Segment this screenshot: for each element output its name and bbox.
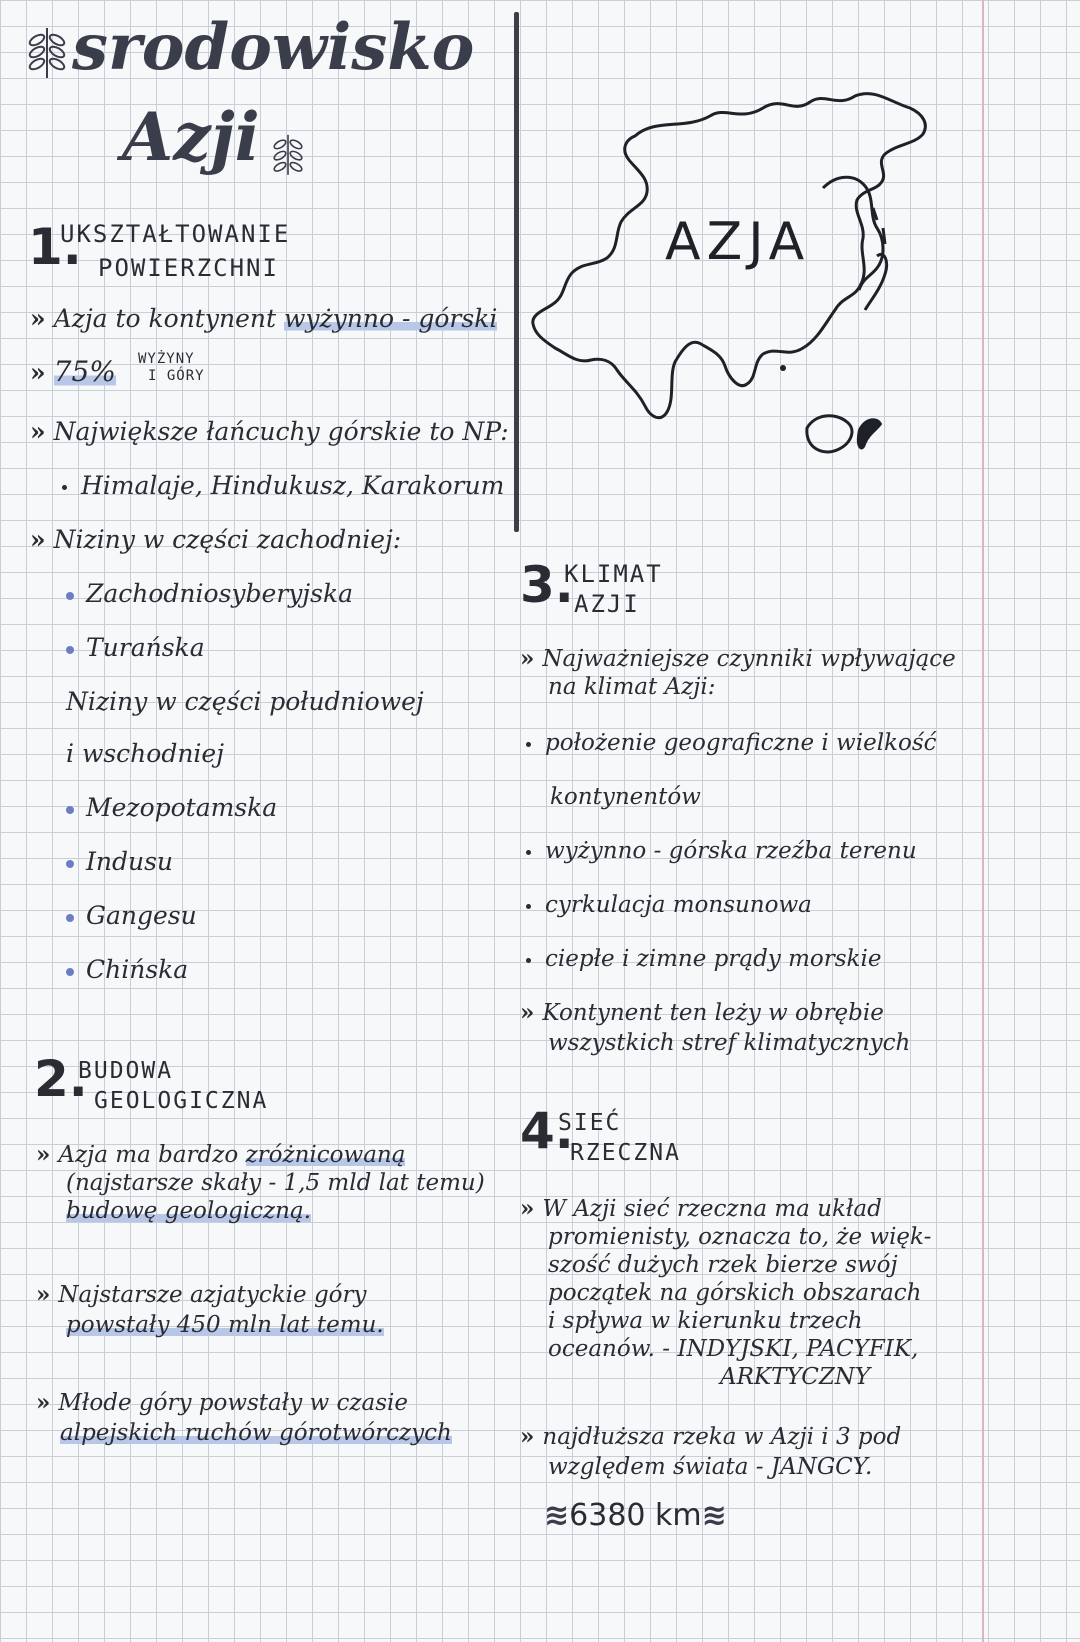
column-divider xyxy=(514,12,519,532)
section2-p1-line2: (najstarsze skały - 1,5 mld lat temu) xyxy=(66,1170,485,1196)
section1-item4: » Niziny w części zachodniej: xyxy=(30,525,402,554)
section2-p2-line1: » Najstarsze azjatyckie góry xyxy=(36,1281,367,1308)
section3-intro-line2: na klimat Azji: xyxy=(548,674,716,700)
section2-p3-line2: alpejskich ruchów górotwórczych xyxy=(60,1420,452,1446)
section4-p1-line4: początek na górskich obszarach xyxy=(548,1280,922,1306)
lowland-south-east-item: Gangesu xyxy=(66,902,197,931)
section4-p1-line5: i spływa w kierunku trzech xyxy=(548,1308,863,1334)
section2-p1-line1: » Azja ma bardzo zróżnicowaną xyxy=(36,1141,406,1168)
section1-item2-sub1: WYŻYNY xyxy=(138,351,195,367)
section2-p1-line3: budowę geologiczną. xyxy=(66,1198,312,1224)
section3-outro-line2: wszystkich stref klimatycznych xyxy=(548,1030,911,1056)
section4-p2-line1: » najdłuższa rzeka w Azji i 3 pod xyxy=(520,1423,902,1450)
section1-item2: » 75% xyxy=(30,355,116,388)
section1-heading-line2: POWIERZCHNI xyxy=(98,254,279,282)
leaf-doodle-icon xyxy=(22,22,72,82)
climate-factor-item: ciepłe i zimne prądy morskie xyxy=(526,946,881,972)
climate-factor-item: wyżynno - górska rzeźba terenu xyxy=(526,838,917,864)
lowland-south-east-item: Indusu xyxy=(66,848,173,877)
section1-item3: » Największe łańcuchy górskie to NP: xyxy=(30,417,509,446)
section1-south-east-line1: Niziny w części południowej xyxy=(66,687,424,716)
section2-heading-line1: BUDOWA xyxy=(78,1058,174,1084)
section3-number: 3. xyxy=(520,556,574,614)
section2-p3-line1: » Młode góry powstały w czasie xyxy=(36,1389,409,1416)
climate-factor-item: cyrkulacja monsunowa xyxy=(526,892,812,918)
section4-p1-line6: oceanów. - INDYJSKI, PACYFIK, xyxy=(548,1336,919,1362)
section4-p1-line1: » W Azji sieć rzeczna ma układ xyxy=(520,1195,882,1222)
leaf-doodle-small-icon xyxy=(268,130,308,178)
lowland-west-item: Turańska xyxy=(66,634,205,663)
section4-heading-line2: RZECZNA xyxy=(570,1140,681,1166)
section1-south-east-line2: i wschodniej xyxy=(66,739,224,768)
section4-heading-line1: SIEĆ xyxy=(558,1110,622,1136)
asia-map-drawing xyxy=(525,78,940,508)
section2-number: 2. xyxy=(34,1050,88,1108)
section1-heading-line1: UKSZTAŁTOWANIE xyxy=(60,220,291,248)
section3-intro-line1: » Najważniejsze czynniki wpływające xyxy=(520,645,956,672)
section1-item3-list: Himalaje, Hindukusz, Karakorum xyxy=(62,472,504,501)
section4-p1-line2: promienisty, oznacza to, że więk- xyxy=(548,1224,932,1250)
map-label: AZJA xyxy=(665,212,811,272)
climate-factor-item-cont: kontynentów xyxy=(550,784,701,810)
page-title-line2: Azji xyxy=(122,98,260,176)
section1-item2-sub2: I GÓRY xyxy=(148,368,205,384)
section4-number: 4. xyxy=(520,1102,574,1160)
section3-heading-line1: KLIMAT xyxy=(564,560,663,588)
page-title-line1: srodowisko xyxy=(72,10,475,85)
section2-heading-line2: GEOLOGICZNA xyxy=(94,1088,269,1114)
section4-p2-line2: względem świata - JANGCY. xyxy=(548,1454,873,1480)
section3-outro-line1: » Kontynent ten leży w obrębie xyxy=(520,999,884,1026)
section4-p1-line3: szość dużych rzek bierze swój xyxy=(548,1252,898,1278)
section3-heading-line2: AZJI xyxy=(574,590,640,618)
section1-item1: » Azja to kontynent wyżynno - górski xyxy=(30,304,498,333)
climate-factor-item: położenie geograficzne i wielkość xyxy=(526,730,937,756)
page-margin-line xyxy=(982,0,984,1642)
river-length: ≋6380 km≋ xyxy=(544,1498,727,1533)
section1-number: 1. xyxy=(28,218,82,276)
lowland-south-east-item: Chińska xyxy=(66,956,188,985)
section4-p1-line7: ARKTYCZNY xyxy=(720,1364,871,1390)
lowland-south-east-item: Mezopotamska xyxy=(66,794,277,823)
lowland-west-item: Zachodniosyberyjska xyxy=(66,580,353,609)
section2-p2-line2: powstały 450 mln lat temu. xyxy=(66,1312,384,1338)
